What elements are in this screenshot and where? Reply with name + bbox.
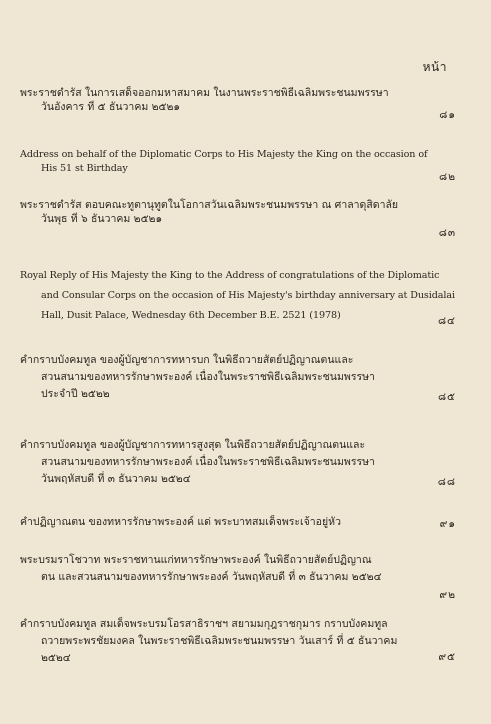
toc-entry-crown-prince-address bbox=[20, 616, 456, 667]
entry-title-line: ๒๕๒๔ bbox=[41, 652, 71, 664]
entry-page-number: ๘๑ bbox=[439, 109, 456, 121]
toc-entry-guards-oath bbox=[20, 515, 456, 529]
entry-title-line: ประจำปี ๒๕๒๒ bbox=[41, 388, 110, 400]
entry-title-line: พระราชดำรัส ในการเสด็จออกมหาสมาคม ในงานพระราชพิธีเฉลิมพระชนมพรรษา bbox=[20, 87, 389, 99]
entry-title-line: คำกราบบังคมทูล ของผู้บัญชาการทหารสูงสุด ในพิธีถวายสัตย์ปฏิญาณตนและ bbox=[20, 439, 366, 451]
entry-title-line: คำกราบบังคมทูล สมเด็จพระบรมโอรสาธิราชฯ สยามมกุฎราชกุมาร กราบบังคมทูล bbox=[20, 618, 388, 630]
entry-page-number: ๘๔ bbox=[437, 315, 456, 327]
entry-title-line: คำปฏิญาณตน ของทหารรักษาพระองค์ แด่ พระบาทสมเด็จพระเจ้าอยู่หัว bbox=[20, 516, 341, 528]
entry-page-number: ๙๑ bbox=[439, 518, 456, 530]
entry-page-number: ๙๒ bbox=[439, 589, 456, 601]
toc-entry-royal-reply-english bbox=[20, 266, 456, 326]
entry-page-number: ๙๕ bbox=[438, 651, 456, 663]
toc-entry-reply-to-diplomats bbox=[20, 198, 456, 239]
toc-entry-royal-guidance bbox=[20, 552, 456, 601]
entry-page-number: ๘๒ bbox=[438, 171, 456, 183]
entry-page-number: ๘๓ bbox=[438, 227, 456, 239]
entry-title-line: Address on behalf of the Diplomatic Corps to His Majesty the King on the occasion of bbox=[20, 149, 428, 160]
entry-title-line: สวนสนามของทหารรักษาพระองค์ เนื่องในพระราชพิธีเฉลิมพระชนมพรรษา bbox=[41, 456, 375, 468]
entry-title-line: ตน และสวนสนามของทหารรักษาพระองค์ วันพฤหัสบดี ที่ ๓ ธันวาคม ๒๕๒๔ bbox=[41, 571, 382, 583]
page-column-label: หน้า bbox=[422, 60, 447, 74]
entry-title-line: คำกราบบังคมทูล ของผู้บัญชาการทหารบก ในพิธีถวายสัตย์ปฏิญาณตนและ bbox=[20, 354, 354, 366]
toc-entry-army-commander-address bbox=[20, 352, 456, 403]
entry-title-line: Royal Reply of His Majesty the King to the Address of congratulations of the Diplomatic bbox=[20, 270, 440, 281]
toc-entry-diplomatic-address bbox=[20, 148, 456, 183]
entry-title-line: ถวายพระพรชัยมงคล ในพระราชพิธีเฉลิมพระชนมพรรษา วันเสาร์ ที่ ๕ ธันวาคม bbox=[41, 635, 398, 647]
entry-title-line: สวนสนามของทหารรักษาพระองค์ เนื่องในพระราชพิธีเฉลิมพระชนมพรรษา bbox=[41, 371, 375, 383]
entry-title-line: พระราชดำรัส ตอบคณะทูตานุทูตในโอกาสวันเฉลิมพระชนมพรรษา ณ ศาลาดุสิดาลัย bbox=[20, 199, 399, 211]
entry-title-line: Hall, Dusit Palace, Wednesday 6th December B.E. 2521 (1978) bbox=[41, 310, 341, 321]
entry-title-line: His 51 st Birthday bbox=[41, 163, 128, 174]
entry-title-line: and Consular Corps on the occasion of His Majesty's birthday anniversary at Dusidalai bbox=[41, 290, 455, 301]
toc-entry-supreme-commander-address bbox=[20, 437, 456, 488]
entry-title-line: วันพฤหัสบดี ที่ ๓ ธันวาคม ๒๕๒๔ bbox=[41, 473, 191, 485]
entry-title-line: พระบรมราโชวาท พระราชทานแก่ทหารรักษาพระองค์ ในพิธีถวายสัตย์ปฏิญาณ bbox=[20, 554, 372, 566]
entry-page-number: ๘๕ bbox=[437, 391, 456, 403]
toc-entry-royal-speech-1978 bbox=[20, 86, 456, 121]
entry-page-number: ๘๘ bbox=[437, 476, 456, 488]
entry-title-line: วันอังคาร ที่ ๕ ธันวาคม ๒๕๒๑ bbox=[41, 101, 181, 113]
entry-title-line: วันพุธ ที่ ๖ ธันวาคม ๒๕๒๑ bbox=[41, 213, 163, 225]
